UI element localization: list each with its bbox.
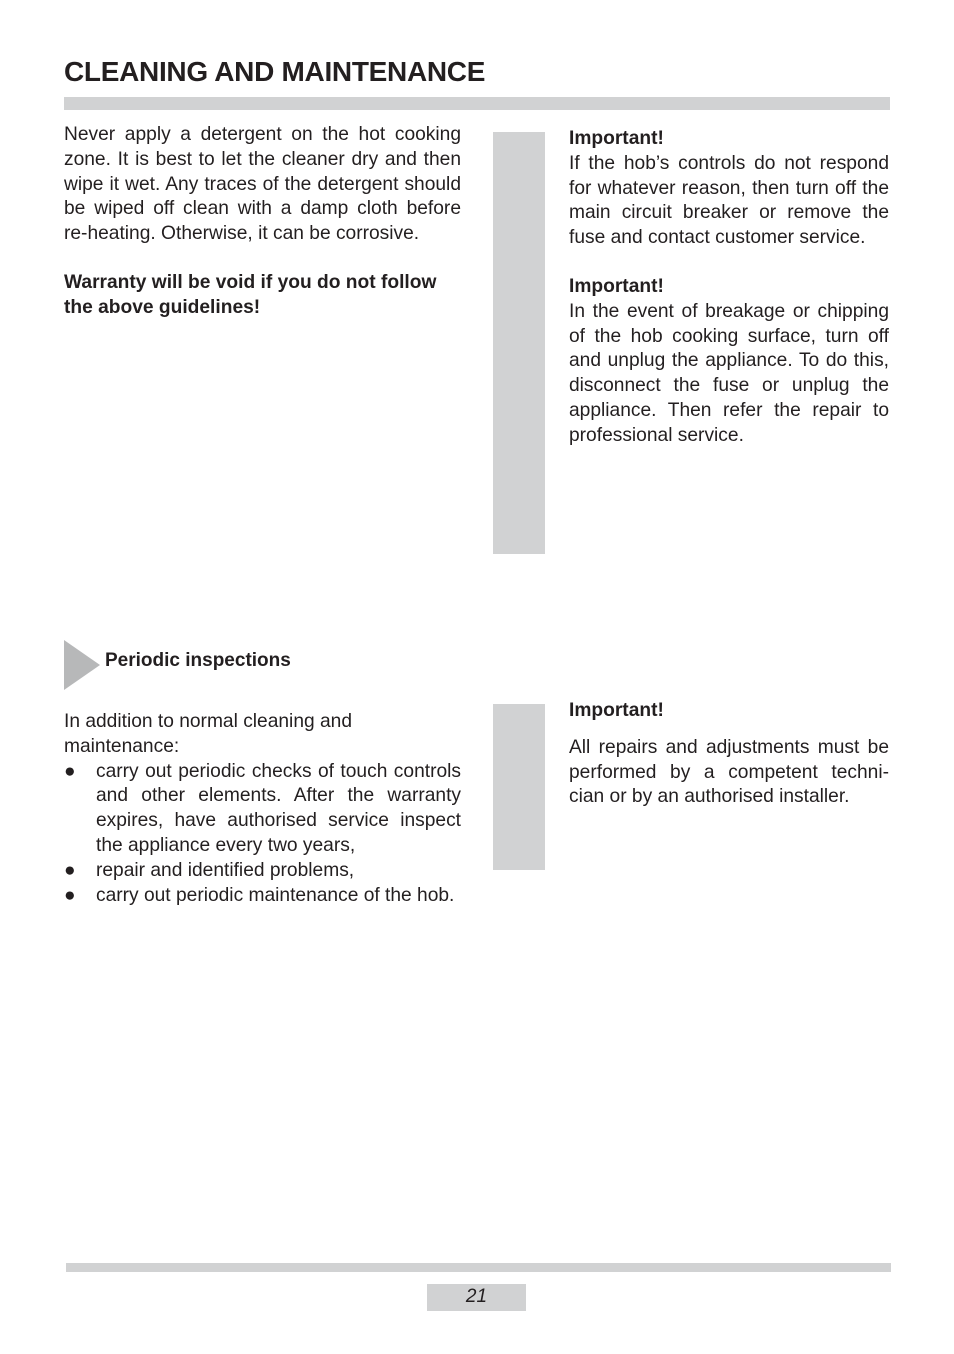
list-item-text: repair and identified problems, — [96, 859, 355, 881]
note-text: In the event of breakage or chipping of the hob cooking surface, turn off and unplug the appliance. To do this, disconnect the fuse or unplug the appliance. Then refer the repair to professional service. — [569, 300, 889, 446]
page-title: CLEANING AND MAINTENANCE — [64, 56, 486, 87]
important-notes-top — [569, 127, 889, 449]
bullet-icon: ● — [64, 760, 76, 782]
list-item-text: carry out periodic checks of touch controls and other elements. After the warranty expires, have authorised service inspect the appliance every two years, — [96, 760, 461, 856]
important-note-bottom — [569, 699, 889, 810]
side-bar-bottom — [493, 704, 545, 870]
list-item — [64, 760, 461, 859]
list-item — [64, 884, 461, 909]
section-heading — [64, 640, 364, 690]
section-intro: In addition to normal cleaning and maintenance: — [64, 711, 353, 757]
note-heading: Important! — [569, 275, 664, 297]
side-bar-top — [493, 132, 545, 554]
bullet-icon: ● — [64, 884, 76, 906]
footer-rule — [66, 1263, 891, 1272]
warranty-warning: Warranty will be void if you do not follow the above guidelines! — [64, 271, 437, 318]
page-number: 21 — [427, 1284, 526, 1311]
cleaning-instructions — [64, 123, 461, 321]
section-title: Periodic inspections — [105, 650, 291, 671]
periodic-inspections-body — [64, 710, 461, 908]
list-item — [64, 859, 461, 884]
cleaning-paragraph: Never apply a detergent on the hot cooking zone. It is best to let the cleaner dry and then wipe it wet. Any traces of the detergent should be wiped off clean with a damp cloth before re-heating. Otherwise, it can be corrosive. — [64, 124, 461, 245]
note-text: All repairs and adjustments must be performed by a competent techni-cian or by an authorised installer. — [569, 736, 889, 808]
note-heading: Important! — [569, 700, 664, 721]
note-heading: Important! — [569, 128, 664, 149]
inspection-list — [64, 760, 461, 909]
bullet-icon: ● — [64, 859, 76, 881]
note-text: If the hob’s controls do not respond for whatever reason, then turn off the main circuit breaker or remove the fuse and contact customer service. — [569, 152, 889, 249]
triangle-icon — [64, 640, 100, 690]
header-rule — [64, 97, 890, 110]
list-item-text: carry out periodic maintenance of the hob. — [96, 884, 455, 906]
